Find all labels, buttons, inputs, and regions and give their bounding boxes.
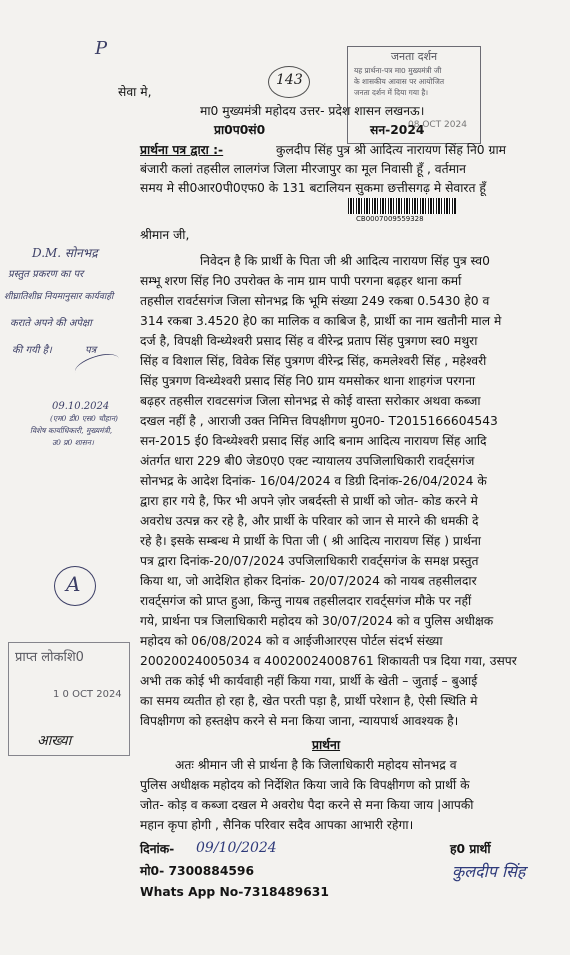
janata-stamp-line-1: यह प्रार्थना-पत्र मा0 मुख्यमंत्री जी <box>354 66 442 75</box>
dm-note-line: प्रस्तुत प्रकरण का पर <box>8 269 84 280</box>
date-value: 09/10/2024 <box>196 840 277 856</box>
addressee: मा0 मुख्यमंत्री महोदय उत्तर- प्रदेश शासन लखनऊ। <box>200 104 425 118</box>
body-line: अंतर्गत धारा 229 बी0 जेड0ए0 एक्ट न्यायालय उपजिलाधिकारी रावर्ट्सगंज <box>140 454 475 468</box>
body-line: अवरोध उत्पन्न कर रहे है, और प्रार्थी के परिवार को जान से मारने की धमकी दे <box>140 514 479 528</box>
dm-note-line: की गयी है। <box>12 345 52 356</box>
body-line: सोनभद्र के आदेश दिनांक- 16/04/2024 व डिग्री दिनांक-26/04/2024 के <box>140 474 487 488</box>
dm-caption-line: (एम0 डी0 एस0 चौहान) <box>50 414 118 423</box>
prayer-heading: प्रार्थना <box>312 738 341 752</box>
body-line: दर्ज है, विपक्षी विन्ध्येश्वरी प्रसाद सिंह व वीरेन्द्र प्रताप सिंह पुत्रगण स्व0 मथुरा <box>140 334 478 348</box>
signature: कुलदीप सिंह <box>452 862 526 881</box>
janata-stamp-date: 08 OCT 2024 <box>408 120 467 130</box>
body-line: गये, प्रार्थना पत्र जिलाधिकारी महोदय को 30/07/2024 को व पुलिस अधीक्षक <box>140 614 494 628</box>
prayer-line: पुलिस अधीक्षक महोदय को निर्देशित किया जावे कि विपक्षीगण को प्रार्थी के <box>140 778 470 792</box>
whatsapp-number: Whats App No-7318489631 <box>140 885 329 899</box>
body-line: महोदय को 06/08/2024 को व आईजीआरएस पोर्टल संदर्भ संख्या <box>140 634 443 648</box>
dm-sign: पत्र <box>85 345 97 356</box>
janata-stamp-title: जनता दर्शन <box>390 50 438 63</box>
received-stamp-sign: आख्या <box>37 733 72 749</box>
dm-note-line: D.M. सोनभद्र <box>32 246 98 260</box>
applicant-line-1: कुलदीप सिंह पुत्र श्री आदित्य नारायण सिंह नि0 ग्राम <box>276 143 507 157</box>
body-line: किया था, जो आदेशित होकर दिनांक- 20/07/2024 को नायब तहसीलदार <box>140 574 477 588</box>
dm-note-line: शीघ्रातिशीघ्र नियमानुसार कार्यवाही <box>4 292 114 302</box>
barcode-number: CB0007009559328 <box>356 215 424 223</box>
prayer-line: महान कृपा होगी , सैनिक परिवार सदैव आपका आभारी रहेगा। <box>140 818 414 832</box>
barcode <box>348 198 456 214</box>
prayer-line: अतः श्रीमान जी से प्रार्थना है कि जिलाधिकारी महोदय सोनभद्र व <box>175 758 457 772</box>
prayer-line: जोत- कोड़ व कब्जा दखल मे अवरोध पैदा करने से मना किया जाय |आपकी <box>140 798 474 812</box>
applicant-line-3: समय मे सी0आर0पी0एफ0 के 131 बटालियन सुकमा छत्तीसगढ़ मे सेवारत हूँ <box>140 181 486 195</box>
reference-label: प्रा0प0सं0 <box>214 123 266 137</box>
body-line: निवेदन है कि प्रार्थी के पिता जी श्री आदित्य नारायण सिंह पुत्र स्व0 <box>200 254 490 268</box>
body-line: का समय व्यतीत हो रहा है, खेत परती पड़ा है, प्रार्थी परेशान है, ऐसी स्थिति मे <box>140 694 478 708</box>
dm-sign-scribble <box>72 349 122 381</box>
body-line: सिंह व विशाल सिंह, विवेक सिंह पुत्रगण वीरेन्द्र सिंह, कमलेश्वरी सिंह , महेश्वरी <box>140 354 487 368</box>
year-label: सन-2024 <box>370 123 425 137</box>
body-line: बढ़हर तहसील रावटसगंज जिला सोनभद्र से कोई वास्ता सरोकार अथवा कब्जा <box>140 394 481 408</box>
dm-note-line: कराते अपने की अपेक्षा <box>10 318 92 329</box>
body-line: रहे है। इसके सम्बन्ध मे प्रार्थी के पिता जी ( श्री आदित्य नारायण सिंह ) प्रार्थना <box>140 534 481 548</box>
received-stamp-date: 1 0 OCT 2024 <box>53 689 122 700</box>
body-line: विपक्षीगण को हस्तक्षेप करने से मना किया जाना, न्यायपार्थ आवश्यक है। <box>140 714 459 728</box>
body-line: सम्भू शरण सिंह नि0 उपरोक्त के नाम ग्राम पापी परगना बढ़हर थाना कर्मा <box>140 274 462 288</box>
salutation-to: सेवा मे, <box>118 85 152 99</box>
body-line: पत्र द्वारा दिनांक-20/07/2024 उपजिलाधिकारी रावर्ट्सगंज के समक्ष प्रस्तुत <box>140 554 479 568</box>
applicant-label: प्रार्थना पत्र द्वारा :- <box>140 143 224 157</box>
body-line: तहसील रावर्टसगंज जिला सोनभद्र कि भूमि संख्या 249 रकबा 0.5430 हे0 व <box>140 294 490 308</box>
body-line: अभी तक कोई भी कार्यवाही नहीं किया गया, प्रार्थी के खेती – जुताई – बुआई <box>140 674 478 688</box>
date-label: दिनांक- <box>140 842 175 856</box>
body-line: सिंह पुत्रगण विन्ध्येश्वरी प्रसाद सिंह नि0 ग्राम यमसोकर थाना शाहगंज परगना <box>140 374 476 388</box>
corner-mark: P <box>95 38 108 59</box>
greeting: श्रीमान जी, <box>140 228 190 242</box>
body-line: दखल नहीं है , आराजी उक्त निमित्त विपक्षीगण मु0न0- T2015166604543 <box>140 414 498 428</box>
received-stamp-title: प्राप्त लोकशि0 <box>15 650 84 665</box>
applicant-line-2: बंजारी कलां तहसील लालगंज जिला मीरजापुर का मूल निवासी हूँ , वर्तमान <box>140 162 467 176</box>
body-line: 20020024005034 व 40020024008761 शिकायती पत्र दिया गया, उसपर <box>140 654 517 668</box>
body-line: सन-2015 ई0 विन्ध्येश्वरी प्रसाद सिंह आदि बनाम आदित्य नारायण सिंह आदि <box>140 434 487 448</box>
mobile-number: मो0- 7300884596 <box>140 864 255 878</box>
body-line: रावर्ट्सगंज को प्राप्त हुआ, किन्तु नायब तहसीलदार रावर्ट्सगंज मौके पर नहीं <box>140 594 472 608</box>
received-stamp <box>8 642 130 756</box>
dm-caption-line: उ0 प्र0 शासन। <box>52 438 94 447</box>
signer-label: ह0 प्रार्थी <box>450 842 491 856</box>
page-number: 143 <box>276 72 303 88</box>
janata-stamp-line-3: जनता दर्शन में दिया गया है। <box>354 88 429 97</box>
janata-stamp-line-2: के शासकीय आवास पर आयोजित <box>354 77 445 86</box>
dm-caption-line: विशेष कार्याधिकारी, मुख्यमंत्री, <box>30 426 113 435</box>
body-line: द्वारा हार गये है, फिर भी अपने ज़ोर जबर्दस्ती से प्रार्थी को जोत- कोड करने मे <box>140 494 478 508</box>
body-line: 314 रकबा 3.4520 हे0 का मालिक व काबिज है, प्रार्थी का नाम खतौनी माल मे <box>140 314 502 328</box>
dm-date: 09.10.2024 <box>52 401 110 412</box>
circle-a-letter: A <box>66 572 81 596</box>
